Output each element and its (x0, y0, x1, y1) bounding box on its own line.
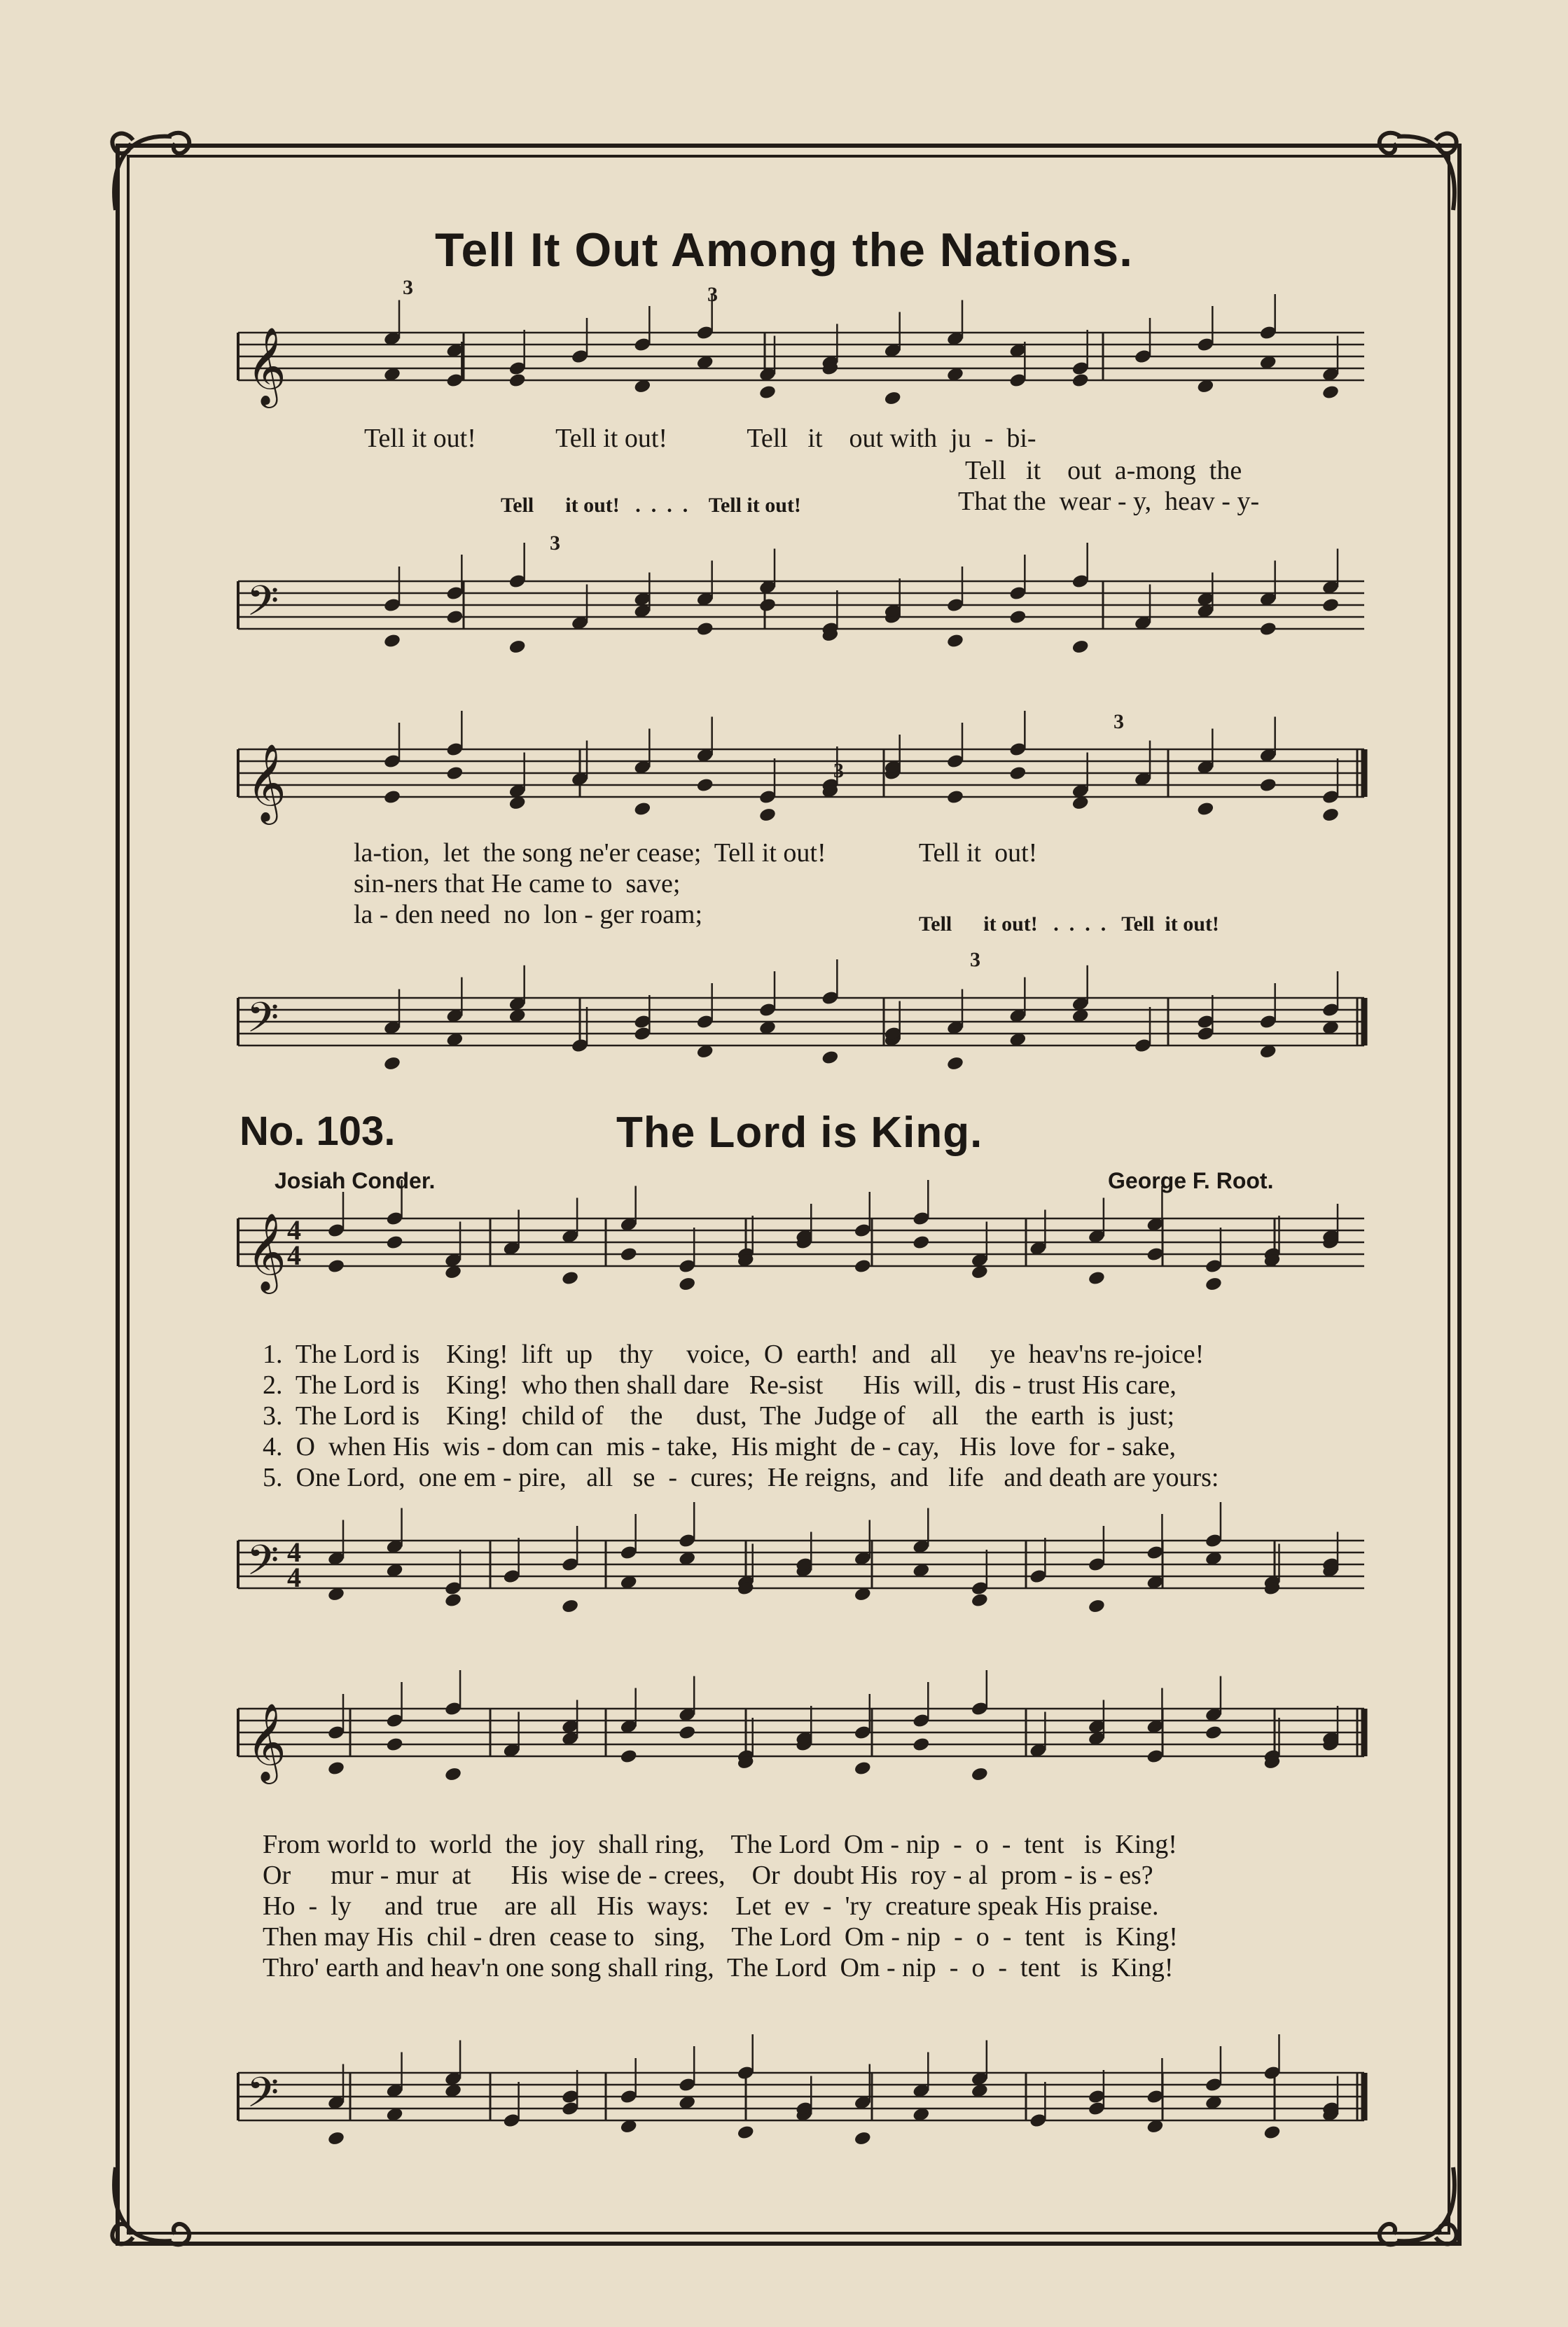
note-head (912, 1235, 930, 1251)
note-head (946, 789, 964, 805)
note-head (327, 1760, 345, 1777)
triplet-mark: 3 (1113, 710, 1124, 733)
note-head (971, 1766, 989, 1782)
note-head (445, 609, 464, 625)
lyric-line: sin-ners that He came to save; (354, 869, 681, 898)
note-head (854, 1760, 872, 1777)
note-head (444, 1592, 462, 1609)
verse-line: 1. The Lord is King! lift up thy voice, O earth! and all ye heav'ns re-joice! (263, 1340, 1205, 1369)
note-head (327, 1258, 345, 1274)
verse-line: Or mur - mur at His wise de - crees, Or doubt His roy - al prom - is - es? (263, 1861, 1153, 1890)
verse-line: 2. The Lord is King! who then shall dare Re-sist His will, dis - trust His care, (263, 1370, 1177, 1400)
verse-line: Then may His chil - dren cease to sing, The Lord Om - nip - o - tent is King! (263, 1922, 1178, 1952)
note-head (696, 777, 714, 793)
triplet-mark: 3 (970, 948, 980, 971)
note-head (854, 1258, 872, 1274)
note-head (1196, 801, 1214, 817)
verse-line: 5. One Lord, one em - pire, all se - cures; He reigns, and life and death are yours: (263, 1463, 1219, 1492)
note-head (971, 1592, 989, 1609)
note-head (737, 2125, 755, 2141)
note-head (1205, 1725, 1223, 1741)
note-head (620, 1246, 638, 1263)
note-head (912, 1737, 930, 1753)
verse-line: 3. The Lord is King! child of the dust, The Judge of all the earth is just; (263, 1401, 1175, 1431)
treble-clef-icon: 𝄞 (247, 1214, 286, 1289)
triplet-mark: 3 (550, 532, 560, 555)
note-head (821, 1050, 839, 1066)
verse-line: 4. O when His wis - dom can mis - take, His might de - cay, His love for - sake, (263, 1432, 1177, 1461)
lyric-line: Tell it out! . . . . Tell it out! (919, 912, 1219, 936)
bass-clef-icon: 𝄢 (247, 2070, 279, 2126)
note-head (327, 2130, 345, 2146)
note-head (678, 1725, 696, 1741)
note-head (678, 1276, 696, 1292)
note-head (946, 1055, 964, 1071)
time-signature-top: 4 (287, 1536, 301, 1568)
composer-credit: George F. Root. (1108, 1168, 1274, 1193)
note-head (1008, 609, 1027, 625)
bass-clef-icon: 𝄢 (247, 578, 279, 634)
note-head (508, 373, 527, 389)
note-head (620, 1749, 638, 1765)
note-head (1321, 807, 1340, 823)
treble-clef-icon: 𝄞 (247, 745, 286, 820)
note-head (633, 801, 651, 817)
note-head (1088, 1598, 1106, 1614)
lyric-line: Tell it out! . . . . Tell it out! (501, 494, 801, 517)
note-head (383, 633, 401, 649)
note-head (758, 597, 777, 613)
time-signature-bottom: 4 (287, 1239, 301, 1271)
note-head (383, 1055, 401, 1071)
triplet-mark: 3 (707, 283, 718, 306)
lyric-line: Tell it out a-mong the (965, 456, 1242, 485)
note-head (1259, 777, 1277, 793)
verse-line: Ho - ly and true are all His ways: Let ev - 'ry creature speak His praise. (263, 1891, 1159, 1921)
note-head (385, 1737, 403, 1753)
note-head (385, 1235, 403, 1251)
note-head (1071, 373, 1090, 389)
note-head (561, 1270, 579, 1286)
bass-clef-icon: 𝄢 (247, 995, 279, 1051)
treble-clef-icon: 𝄞 (247, 1704, 286, 1779)
hymn-title-2: The Lord is King. (616, 1109, 983, 1157)
hymn-title-1: Tell It Out Among the Nations. (434, 223, 1134, 277)
time-signature-top: 4 (287, 1214, 301, 1246)
hymn-number: No. 103. (240, 1109, 396, 1154)
triplet-mark: 3 (833, 759, 844, 782)
note-head (758, 807, 777, 823)
note-head (1263, 2125, 1281, 2141)
note-head (696, 621, 714, 637)
note-head (1321, 384, 1340, 401)
verse-line: Thro' earth and heav'n one song shall ring, The Lord Om - nip - o - tent is King! (263, 1953, 1174, 1982)
author-credit: Josiah Conder. (275, 1168, 436, 1193)
note-head (1259, 621, 1277, 637)
lyric-line: That the wear - y, heav - y- (958, 487, 1260, 516)
note-head (1205, 1276, 1223, 1292)
verse-line: From world to world the joy shall ring, The Lord Om - nip - o - tent is King! (263, 1830, 1177, 1859)
lyric-line: la-tion, let the song ne'er cease; Tell it out! Tell it out! (354, 838, 1038, 868)
note-head (445, 765, 464, 782)
note-head (561, 1598, 579, 1614)
note-head (854, 2130, 872, 2146)
note-head (946, 633, 964, 649)
note-head (1321, 597, 1340, 613)
note-head (1008, 765, 1027, 782)
time-signature-bottom: 4 (287, 1562, 301, 1593)
triplet-mark: 3 (403, 276, 413, 299)
note-head (508, 639, 527, 655)
lyric-line: la - den need no lon - ger roam; (354, 900, 703, 929)
note-head (1071, 639, 1090, 655)
note-head (758, 384, 777, 401)
note-head (884, 390, 902, 406)
note-head (1088, 1270, 1106, 1286)
treble-clef-icon: 𝄞 (247, 328, 286, 403)
bass-clef-icon: 𝄢 (247, 1538, 279, 1594)
note-head (444, 1766, 462, 1782)
note-head (383, 789, 401, 805)
lyric-line: Tell it out! Tell it out! Tell it out with ju - bi- (364, 424, 1036, 453)
